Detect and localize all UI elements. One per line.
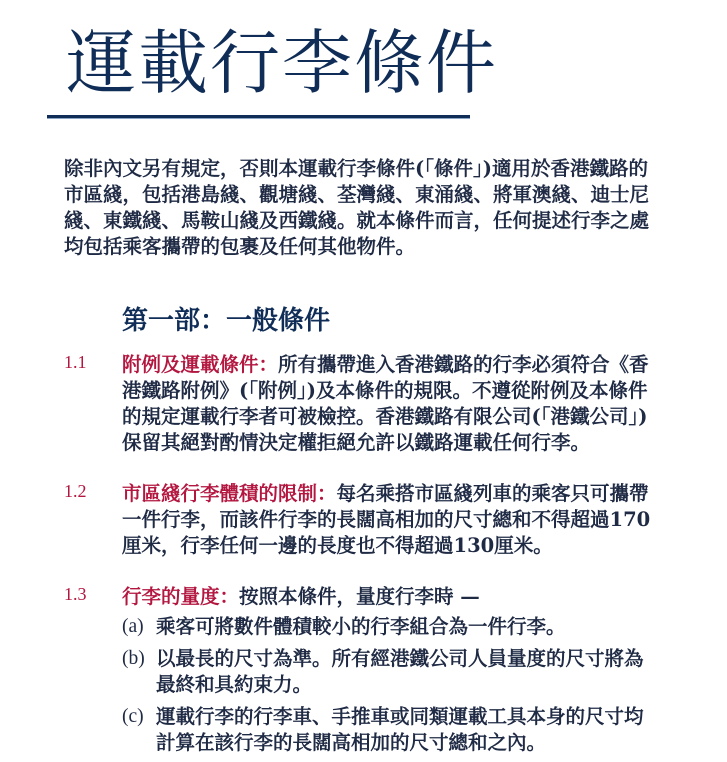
sub-item-list xyxy=(122,614,662,762)
clause-body xyxy=(122,584,662,610)
clause-label: 行李的量度： xyxy=(122,585,240,608)
intro-paragraph: 除非內文另有規定，否則本運載行李條件(「條件」)適用於香港鐵路的市區綫，包括港島綫、觀塘綫、荃灣綫、東涌綫、將軍澳綫、迪士尼綫、東鐵綫、馬鞍山綫及西鐵綫。就本條件而言，任何提述行李之處均包括乘客攜帶的包裹及任何其他物件。 xyxy=(64,157,650,258)
section-heading: 第一部：一般條件 xyxy=(122,306,331,336)
sub-item-a xyxy=(122,614,662,640)
clause-text: 每名乘搭市區綫列車的乘客只可攜帶一件行李，而該件行李的長闊高相加的尺寸總和不得超過170厘米，行李任何一邊的長度也不得超過130厘米。 xyxy=(122,482,651,557)
clause-number: 1.3 xyxy=(64,584,87,604)
sub-item-text: 以最長的尺寸為準。所有經港鐵公司人員量度的尺寸將為最終和具約束力。 xyxy=(156,647,644,696)
clause-label: 附例及運載條件： xyxy=(122,353,279,376)
clause-text: 所有攜帶進入香港鐵路的行李必須符合《香港鐵路附例》(「附例」)及本條件的規限。不遵從附例及本條件的規定運載行李者可被檢控。香港鐵路有限公司(「港鐵公司」)保留其絕對酌情決定權拒絕允許以鐵路運載任何行李。 xyxy=(122,353,649,454)
clause-label: 市區綫行李體積的限制： xyxy=(122,482,337,505)
sub-item-c xyxy=(122,704,662,756)
sub-item-marker: (a) xyxy=(122,616,144,637)
sub-item-b xyxy=(122,646,662,698)
sub-item-marker: (b) xyxy=(122,648,145,669)
clause-body xyxy=(122,481,662,559)
sub-item-text: 乘客可將數件體積較小的行李組合為一件行李。 xyxy=(156,615,566,638)
clause-number: 1.2 xyxy=(64,481,87,501)
title-divider xyxy=(47,115,470,119)
sub-item-text: 運載行李的行李車、手推車或同類運載工具本身的尺寸均計算在該行李的長闊高相加的尺寸總和之內。 xyxy=(156,705,644,754)
clause-number: 1.1 xyxy=(64,352,87,372)
clause-text: 按照本條件，量度行李時 — xyxy=(239,585,480,608)
document-title: 運載行李條件 xyxy=(66,22,498,104)
clause-body xyxy=(122,352,662,456)
sub-item-marker: (c) xyxy=(122,706,144,727)
